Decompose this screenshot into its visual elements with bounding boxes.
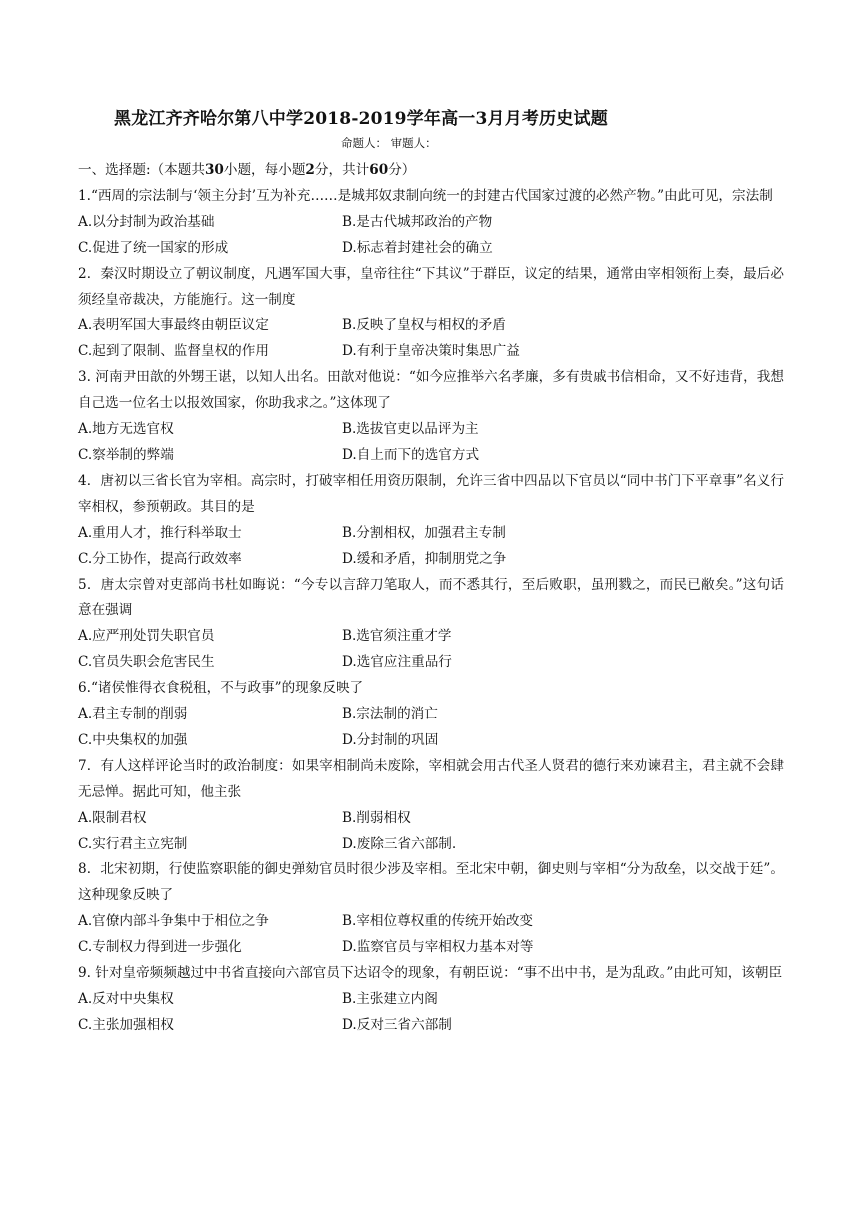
options-row [78,909,784,935]
option-d: D.监察官员与宰相权力基本对等 [342,939,534,956]
question-5 [78,573,784,677]
options-row [78,728,784,754]
question-stem: 6.“诸侯惟得衣食税租，不与政事”的现象反映了 [78,680,364,697]
option-a: A.表明军国大事最终由朝臣议定 [78,317,269,334]
option-d: D.标志着封建社会的确立 [342,239,493,256]
question-stem: 4．唐初以三省长官为宰相。高宗时，打破宰相任用资历限制，允许三省中四品以下官员以“同中书门下平章事”名义行宰相权，参预朝政。其目的是 [78,472,784,515]
question-2 [78,262,784,366]
option-b: B.削弱相权 [342,809,411,826]
options-row [78,832,784,858]
author-line: 命题人： 审题人： [341,136,437,150]
option-c: C.专制权力得到进一步强化 [78,939,242,956]
exam-content [78,158,784,1039]
options-row [78,521,784,547]
question-stem: 5．唐太宗曾对吏部尚书杜如晦说：“今专以言辞刀笔取人，而不悉其行，至后败职，虽刑戮之，而民已敝矣。”这句话意在强调 [78,576,784,619]
option-b: B.宗法制的消亡 [342,706,438,723]
section-mid2: 分，共计 [314,162,370,178]
question-stem: 7．有人这样评论当时的政治制度：如果宰相制尚未废除，宰相就会用古代圣人贤君的德行来劝谏君主，君主就不会肆无忌惮。据此可知，他主张 [78,757,784,800]
option-b: B.是古代城邦政治的产物 [342,213,493,230]
option-a: A.限制君权 [78,809,147,826]
option-a: A.重用人才，推行科举取士 [78,524,242,541]
option-d: D.选官应注重品行 [342,654,452,671]
question-7 [78,754,784,858]
option-d: D.反对三省六部制 [342,1016,452,1033]
options-row [78,210,784,236]
question-stem: 1.“西周的宗法制与‘领主分封’互为补充……是城邦奴隶制向统一的封建古代国家过渡的必然产物。”由此可见，宗法制 [78,187,773,204]
question-3 [78,365,784,469]
question-count: 30 [204,162,224,178]
options-row [78,443,784,469]
section-prefix: 一、选择题:（本题共 [78,162,205,178]
options-row [78,987,784,1013]
option-b: B.分割相权，加强君主专制 [342,524,506,541]
option-b: B.主张建立内阁 [342,991,438,1007]
option-a: A.君主专制的削弱 [78,706,188,723]
option-a: A.以分封制为政治基础 [78,213,215,230]
question-6 [78,676,784,754]
exam-title: 黑龙江齐齐哈尔第八中学2018-2019学年高一3月月考历史试题 [114,109,608,129]
total-points: 60 [369,162,389,178]
options-row [78,1013,784,1039]
option-c: C.中央集权的加强 [78,731,188,748]
option-d: D.废除三省六部制. [342,835,457,852]
option-d: D.自上而下的选官方式 [342,446,480,463]
options-row [78,313,784,339]
option-c: C.官员失职会危害民生 [78,654,215,671]
options-row [78,650,784,676]
option-c: C.起到了限制、监督皇权的作用 [78,343,269,360]
question-8 [78,857,784,961]
option-a: A.应严刑处罚失职官员 [78,628,215,645]
options-row [78,417,784,443]
options-row [78,624,784,650]
option-d: D.有利于皇帝决策时集思广益 [342,343,520,360]
option-a: A.反对中央集权 [78,991,174,1007]
options-row [78,339,784,365]
question-stem: 8．北宋初期，行使监察职能的御史弹劾官员时很少涉及宰相。至北宋中朝，御史则与宰相“分为敌垒，以交战于廷”。这种现象反映了 [78,861,784,904]
option-a: A.地方无选官权 [78,421,174,438]
question-1 [78,184,784,262]
options-row [78,935,784,961]
question-stem: 9. 针对皇帝频频越过中书省直接向六部官员下达诏令的现象，有朝臣说：“事不出中书，是为乱政。”由此可知，该朝臣 [78,965,783,982]
question-9 [78,961,784,1039]
option-b: B.选拔官吏以品评为主 [342,421,479,438]
question-4 [78,469,784,573]
points-per-question: 2 [305,162,315,178]
options-row [78,547,784,573]
options-row [78,806,784,832]
section-mid1: 小题，每小题 [223,162,306,178]
question-stem: 3. 河南尹田歆的外甥王谌，以知人出名。田歆对他说：“如今应推举六名孝廉，多有贵戚书信相命，又不好违背，我想自己选一位名士以报效国家，你助我求之。”这体现了 [78,369,784,412]
option-b: B.宰相位尊权重的传统开始改变 [342,913,534,930]
option-c: C.实行君主立宪制 [78,835,188,852]
option-b: B.反映了皇权与相权的矛盾 [342,317,506,334]
section-heading [78,158,784,184]
option-c: C.察举制的弊端 [78,446,174,463]
option-c: C.主张加强相权 [78,1016,174,1033]
options-row [78,702,784,728]
options-row [78,236,784,262]
option-d: D.分封制的巩固 [342,731,439,748]
question-stem: 2．秦汉时期设立了朝议制度，凡遇军国大事，皇帝往往“下其议”于群臣，议定的结果，通常由宰相领衔上奏，最后必须经皇帝裁决，方能施行。这一制度 [78,265,784,308]
option-c: C.促进了统一国家的形成 [78,239,229,256]
option-c: C.分工协作，提高行政效率 [78,550,242,567]
option-a: A.官僚内部斗争集中于相位之争 [78,913,269,930]
section-suffix: 分） [388,162,416,178]
option-d: D.缓和矛盾，抑制朋党之争 [342,550,507,567]
option-b: B.选官须注重才学 [342,628,452,645]
